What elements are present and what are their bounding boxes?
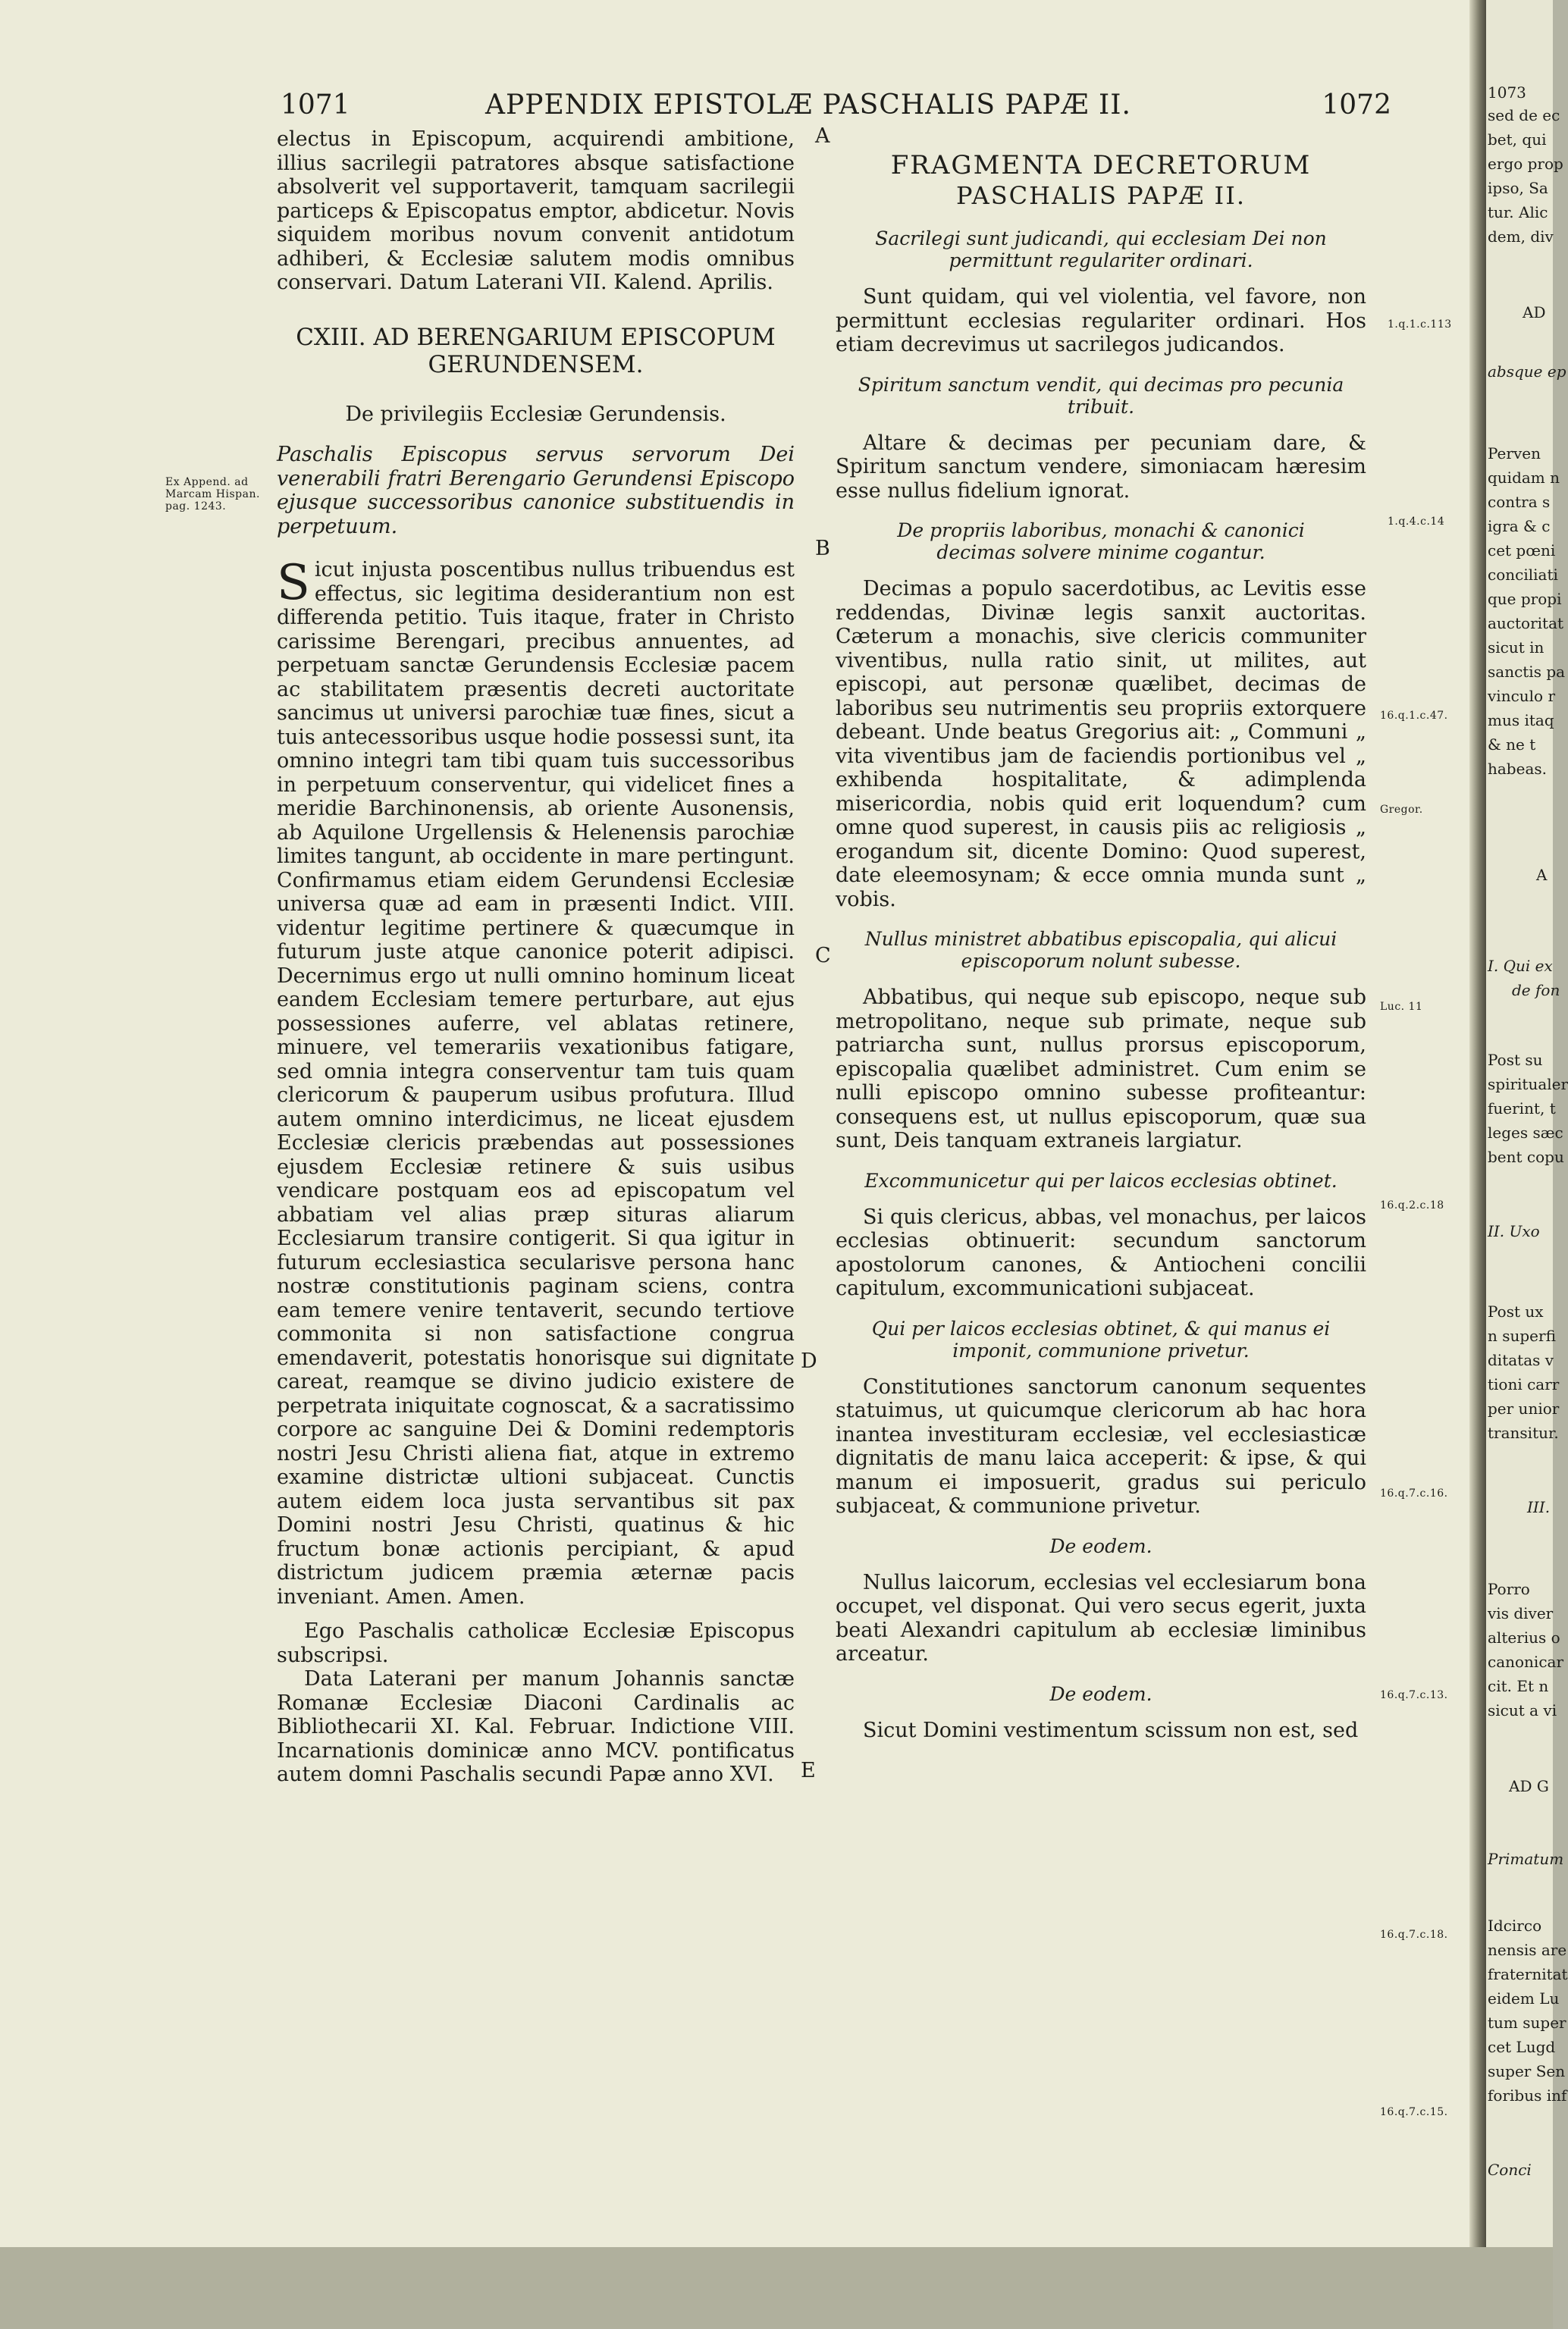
- section-letter-c: C: [815, 944, 831, 967]
- letter-body-text: icut injusta poscentibus nullus tribuendus est effectus, sic legitima desiderantium non est differenda petitio. Tuis itaque, frater in Christo carissime Berengari, precibus annuentes, ad perpetuam sanctæ Gerundensis Ecclesiæ pacem ac stabilitatem præsentis decreti auctoritate sancimus ut universi parochiæ tuæ fines, sicut a tuis antecessoribus usque hodie possessi sunt, ita omnino integri tam tibi quam tuis successoribus in perpetuum conserventur, qui videlicet fines a meridie Barchinonensis, ab oriente Ausonensis, ab Aquilone Urgellensis & Helenensis parochiæ limites tangunt, ab occidente in mare pertingunt. Confirmamus etiam eidem Gerundensi Ecclesiæ universa quæ ad eam in præsenti Indict. VIII. videntur legitime pertinere & quæcumque in futurum juste atque canonice poterit adipisci. Decernimus ergo ut nulli omnino hominum liceat eandem Ecclesiam temere perturbare, aut ejus possessiones auferre, vel ablatas retinere, minuere, vel temerariis vexationibus fatigare, sed omnia integra conserventur tam tuis quam clericorum & pauperum usibus profutura. Illud autem omnino interdicimus, ne liceat ejusdem Ecclesiæ clericis præbendas aut possessiones ejusdem Ecclesiæ retinere & suis usibus vendicare postquam eos ad episcopatum vel abbatiam vel alias præp situras aliarum Ecclesiarum transire contigerit. Si qua igitur in futurum ecclesiastica secularisve persona hanc nostræ constitutionis paginam sciens, contra eam temere venire tentaverit, secundo tertiove commonita si non satisfactione congrua emendaverit, potestatis honorisque sui dignitate careat, reamque se divino judicio existere de perpetrata iniquitate cognoscat, & a sacratissimo corpore ac sanguine Dei & Domini redemptoris nostri Jesu Christi aliena fiat, atque in extremo examine districtæ ultioni subjaceat. Cunctis autem eidem loca justa servantibus sit pax Domini nostri Jesu Christi, quatinus & hic fructum bonæ actionis percipiant, & apud districtum judicem præmia æternæ pacis inveniant. Amen. Amen.: [277, 558, 795, 1609]
- section-letter-b: B: [815, 537, 830, 560]
- next-page-line: leges sæc: [1488, 1124, 1563, 1142]
- next-page-line: alterius o: [1488, 1628, 1560, 1647]
- next-page-line: dem, div: [1488, 227, 1554, 246]
- fragments-heading-line1: FRAGMENTA DECRETORUM: [890, 150, 1312, 180]
- next-page-line: bent copu: [1488, 1148, 1564, 1166]
- next-page-line: AD G: [1509, 1777, 1549, 1795]
- next-page-line: Porro: [1488, 1580, 1530, 1598]
- next-page-line: Perven: [1488, 444, 1541, 462]
- next-page-line: tum super: [1488, 2014, 1566, 2032]
- next-page-line: ipso, Sa: [1488, 179, 1548, 197]
- next-page-line: cit. Et n: [1488, 1677, 1549, 1695]
- next-page-line: 1073: [1488, 83, 1526, 102]
- next-page-line: canonicar: [1488, 1653, 1564, 1671]
- section-letter-d: D: [801, 1349, 817, 1373]
- running-title: APPENDIX EPISTOLÆ PASCHALIS PAPÆ II.: [485, 89, 1131, 121]
- rubric: Excommunicetur qui per laicos ecclesias obtinet.: [864, 1169, 1338, 1192]
- page-number-left: 1071: [281, 89, 350, 121]
- next-page-edge: [1486, 0, 1568, 2247]
- right-column: [836, 127, 1366, 1742]
- section-letter-a: A: [815, 124, 830, 148]
- next-page-line: per unior: [1488, 1400, 1560, 1418]
- next-page-line: sicut a vi: [1488, 1701, 1557, 1719]
- section-subtitle: De privilegiis Ecclesiæ Gerundensis.: [345, 402, 726, 426]
- running-head: [281, 89, 1391, 124]
- next-page-line: auctoritat: [1488, 614, 1564, 632]
- next-page-line: contra s: [1488, 493, 1551, 511]
- next-page-line: sanctis pa: [1488, 663, 1566, 681]
- fragment-text: Altare & decimas per pecuniam dare, & Spiritum sanctum vendere, simoniacam hæresim esse nullus fidelium ignorat.: [836, 431, 1366, 503]
- fragment-text: Constitutiones sanctorum canonum sequentes statuimus, ut quicumque clericorum ab hac hora inantea investituram ecclesiæ, vel ecclesiasticæ dignitatis de manu laica acceperit: & ipse, & qui manum ei imposuerit, gradus sui periculo subjaceat, & communione privetur.: [836, 1375, 1366, 1518]
- section-letter-e: E: [801, 1759, 816, 1782]
- fragment-text: Si quis clericus, abbas, vel monachus, per laicos ecclesias obtinuerit: secundum sanctorum apostolorum canones, & Antiocheni concilii capitulum, excommunicationi subjaceat.: [836, 1205, 1366, 1300]
- fragment-text: Abbatibus, qui neque sub episcopo, neque sub metropolitano, neque sub primate, neque sub patriarcha sunt, nullus prorsus episcoporum, episcopalia quælibet administret. Cum enim se nulli episcopo omnino subesse profiteantur: consequens est, ut nullus episcoporum, quæ sua sunt, Deis tanquam extraneis largiatur.: [836, 986, 1366, 1152]
- citation-note: 16.q.7.c.13.: [1380, 1689, 1448, 1701]
- next-page-line: tur. Alic: [1488, 203, 1548, 221]
- next-page-line: eidem Lu: [1488, 1989, 1560, 2008]
- drop-cap: S: [277, 555, 310, 611]
- next-page-line: Post ux: [1488, 1302, 1544, 1321]
- subscription: Ego Paschalis catholicæ Ecclesiæ Episcopus subscripsi.: [277, 1619, 795, 1667]
- next-page-line: quidam n: [1488, 469, 1560, 487]
- next-page-line: I. Qui ex: [1488, 957, 1553, 975]
- datum: Data Laterani per manum Johannis sanctæ Romanæ Ecclesiæ Diaconi Cardinalis ac Bibliothecarii XI. Kal. Februar. Indictione VIII. Incarnationis dominicæ anno MCV. pontificatus autem domni Paschalis secundi Papæ anno XVI.: [277, 1667, 795, 1786]
- rubric: Qui per laicos ecclesias obtinet, & qui manus ei imponit, communione privetur.: [871, 1317, 1331, 1362]
- next-page-line: fraternitat: [1488, 1965, 1568, 1983]
- next-page-line: AD: [1523, 303, 1546, 321]
- citation-note: 16.q.7.c.18.: [1380, 1929, 1448, 1941]
- letter-body: [277, 555, 795, 1609]
- left-column: [277, 127, 795, 1787]
- next-page-line: fuerint, t: [1488, 1099, 1556, 1117]
- next-page-line: tioni carr: [1488, 1375, 1560, 1393]
- next-page-line: que propi: [1488, 590, 1562, 608]
- section-heading: CXIII. AD BERENGARIUM EPISCOPUM GERUNDENSEM.: [296, 323, 776, 378]
- next-page-line: bet, qui: [1488, 130, 1547, 149]
- citation-note: 16.q.2.c.18: [1380, 1199, 1444, 1212]
- next-page-line: A: [1536, 866, 1548, 884]
- source-note: Ex Append. ad Marcam Hispan. pag. 1243.: [165, 476, 260, 513]
- page-number-right: 1072: [1322, 89, 1391, 121]
- next-page-line: & ne t: [1488, 735, 1536, 754]
- opening-paragraph: electus in Episcopum, acquirendi ambitione, illius sacrilegii patratores absque satisfactione absolverit vel supportaverit, tamquam sacrilegii particeps & Episcopatus emptor, abdicetur. Novis siquidem moribus novum convenit antidotum adhiberi, & Ecclesiæ salutem modis omnibus conservari. Datum Laterani VII. Kalend. Aprilis.: [277, 127, 795, 294]
- next-page-line: super Sen: [1488, 2062, 1566, 2080]
- citation-note: Gregor.: [1380, 804, 1423, 816]
- next-page-line: n superfi: [1488, 1327, 1556, 1345]
- next-page-line: igra & c: [1488, 517, 1551, 535]
- rubric: De eodem.: [1049, 1682, 1152, 1705]
- citation-note: 1.q.4.c.14: [1388, 516, 1445, 528]
- rubric: Sacrilegi sunt judicandi, qui ecclesiam Dei non permittunt regulariter ordinari.: [875, 227, 1327, 271]
- next-page-line: vinculo r: [1488, 687, 1556, 705]
- next-page-line: Conci: [1488, 2161, 1532, 2179]
- next-page-line: spiritualer: [1488, 1075, 1568, 1093]
- fragment-text: Sunt quidam, qui vel violentia, vel favore, non permittunt ecclesias regulariter ordinari. Hos etiam decrevimus ut sacrilegos judicandos.: [836, 285, 1366, 356]
- rubric: Nullus ministret abbatibus episcopalia, qui alicui episcoporum nolunt subesse.: [864, 928, 1338, 972]
- fragments-heading-line2: PASCHALIS PAPÆ II.: [956, 181, 1246, 210]
- citation-note: 1.q.1.c.113: [1388, 318, 1452, 331]
- next-page-line: sed de ec: [1488, 106, 1560, 124]
- next-page-line: ergo prop: [1488, 155, 1563, 173]
- next-page-line: sicut in: [1488, 638, 1544, 657]
- fragments-heading: [836, 150, 1366, 211]
- next-page-line: foribus inf: [1488, 2086, 1567, 2105]
- citation-note: 16.q.7.c.16.: [1380, 1487, 1448, 1500]
- citation-note: 16.q.7.c.15.: [1380, 2106, 1448, 2118]
- rubric: Spiritum sanctum vendit, qui decimas pro pecunia tribuit.: [858, 373, 1344, 418]
- next-page-line: de fon: [1512, 981, 1560, 999]
- citation-note: 16.q.1.c.47.: [1380, 710, 1448, 722]
- next-page-line: cet pœni: [1488, 541, 1556, 560]
- next-page-line: ditatas v: [1488, 1351, 1554, 1369]
- next-page-line: Primatum: [1488, 1850, 1564, 1868]
- next-page-line: Post su: [1488, 1051, 1543, 1069]
- book-gutter: [1469, 0, 1486, 2247]
- next-page-line: conciliati: [1488, 566, 1558, 584]
- background-surface: [0, 2247, 1553, 2329]
- next-page-line: habeas.: [1488, 760, 1547, 778]
- next-page-line: III.: [1527, 1498, 1551, 1516]
- fragment-text: Decimas a populo sacerdotibus, ac Levitis esse reddendas, Divinæ legis sanxit auctoritas. Cæterum a monachis, sive clericis communiter viventibus, nulla ratio sinit, ut milites, aut episcopi, aut personæ quælibet, decimas de laboribus seu nutrimentis seu propriis extorquere debeant. Unde beatus Gregorius ait: „ Communi „ vita viventibus jam de faciendis portionibus vel „ exhibenda hospitalitate, & adimplenda misericordia, nobis quid erit loquendum? cum omne quod superest, in causis piis ac religiosis „ erogandum sit, dicente Domino: Quod superest, date eleemosynam; & ecce omnia munda sunt „ vobis.: [836, 577, 1366, 911]
- fragment-text: Sicut Domini vestimentum scissum non est, sed: [863, 1718, 1359, 1742]
- next-page-line: nensis are: [1488, 1941, 1567, 1959]
- rubric: De propriis laboribus, monachi & canonici decimas solvere minime cogantur.: [897, 519, 1305, 563]
- next-page-line: II. Uxo: [1488, 1222, 1540, 1240]
- fragment-text: Nullus laicorum, ecclesias vel ecclesiarum bona occupet, vel disponat. Qui vero secus egerit, juxta beati Alexandri capitulum ab ecclesiæ liminibus arceatur.: [836, 1570, 1366, 1666]
- rubric: De eodem.: [1049, 1534, 1152, 1557]
- next-page-line: Idcirco: [1488, 1917, 1542, 1935]
- next-page-line: cet Lugd: [1488, 2038, 1556, 2056]
- letter-address: Paschalis Episcopus servus servorum Dei venerabili fratri Berengario Gerundensi Episcopo ejusque successoribus canonice substituendis in perpetuum.: [277, 443, 795, 538]
- next-page-line: absque ep: [1488, 362, 1566, 381]
- citation-note: Luc. 11: [1380, 1001, 1423, 1013]
- next-page-line: transitur.: [1488, 1424, 1559, 1442]
- next-page-line: vis diver: [1488, 1604, 1554, 1622]
- next-page-line: mus itaq: [1488, 711, 1554, 729]
